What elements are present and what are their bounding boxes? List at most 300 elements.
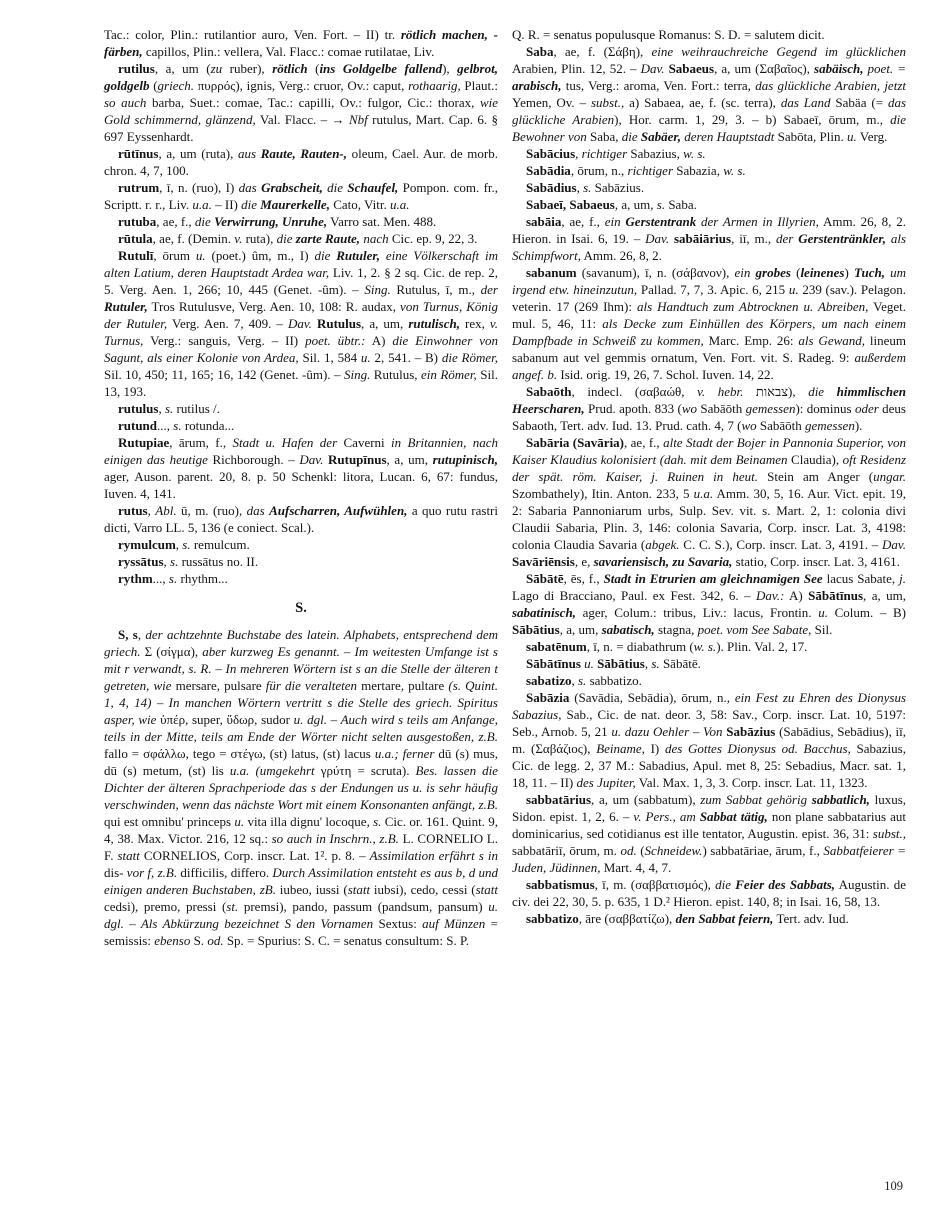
text-run: – II) <box>211 197 242 212</box>
text-run: C. C. S.), Corp. inscr. Lat. 3, 4191. – <box>679 537 883 552</box>
dictionary-entry <box>512 26 906 43</box>
text-run: Rutuler, <box>336 248 380 263</box>
text-run: Yemen, Ov. – <box>512 95 591 110</box>
text-run: rutund <box>118 418 158 433</box>
text-run: die <box>314 248 331 263</box>
text-run: für die veralteten <box>265 678 358 693</box>
text-run: , a, um, <box>614 197 657 212</box>
text-run: Verg. Aen. 7, 409. – <box>167 316 288 331</box>
text-run: Pallad. 7, 7, 3. Apic. 6, 215 <box>637 282 789 297</box>
text-run: Prud. apoth. 833 ( <box>584 401 682 416</box>
text-run: (Sabādius, Sebādius), iī, m. (Σαβάζιος), <box>512 724 906 756</box>
dictionary-entry <box>104 417 498 434</box>
text-run: Verg.: sanguis, Verg. – II) <box>143 333 306 348</box>
text-run: qui est omnibu' princeps <box>104 814 235 829</box>
text-run: Sabaeī, Sabaeus <box>526 197 615 212</box>
text-run: die <box>276 231 293 246</box>
dictionary-entry <box>104 247 498 400</box>
text-run: sabäisch, <box>814 61 864 76</box>
text-run: Bes. lassen die Dichter der älteren Sprachperiode das s der Endungen us u. is sehr häufig verschwinden, wenn das nächste Wort mit einem Konsonanten anfängt, z.B. <box>104 763 498 812</box>
text-run: Sp. = Spurius: S. C. = senatus consultum: S. P. <box>223 933 470 948</box>
text-run: u.a. <box>389 197 410 212</box>
text-run: a quo rutu rastri dicti, Varro LL. 5, 136 (e coniect. Scal.). <box>104 503 499 535</box>
text-run: das Land <box>780 95 831 110</box>
text-run: deus Sabaoth, Tert. adv. Iud. 13. Prud. cath. 4, 7 ( <box>512 401 906 433</box>
dictionary-entry <box>512 638 906 655</box>
text-run: gemessen <box>805 418 855 433</box>
text-run: ..., <box>157 418 174 433</box>
text-run: A) <box>784 588 809 603</box>
text-run: die <box>327 180 344 195</box>
text-run: als Handtuch zum Abtrocknen u. Abreiben, <box>636 299 869 314</box>
dictionary-entry <box>104 400 498 417</box>
text-run: sabbatārius <box>526 792 592 807</box>
text-run: Sabācius <box>526 146 576 161</box>
text-run: Claudia), <box>787 452 843 467</box>
text-run: u. <box>818 605 828 620</box>
text-run: Sabāzius <box>726 724 776 739</box>
text-run: Sabäa (= <box>830 95 888 110</box>
text-run: Savāriēnsis <box>512 554 575 569</box>
text-run: Sābātē <box>526 571 564 586</box>
section-heading: S. <box>295 600 307 616</box>
text-run: , <box>576 180 584 195</box>
text-run: in Britannien, nach einigen das heutige <box>104 435 499 467</box>
text-run: , <box>163 554 171 569</box>
dictionary-entry <box>104 570 498 587</box>
text-run: ruber), <box>222 61 273 76</box>
text-run: statt <box>347 882 371 897</box>
text-run: , <box>644 656 652 671</box>
text-run: barba, Suet.: comae, Tac.: capilli, Ov.: fulgor, Cic.: thorax, <box>146 95 480 110</box>
text-run: sabatinisch, <box>512 605 576 620</box>
text-run: Sabazius, <box>627 146 684 161</box>
text-run: sabbatlich, <box>811 792 870 807</box>
text-run: abgek. <box>645 537 680 552</box>
text-run: u. <box>195 248 206 263</box>
text-run: u. <box>584 656 594 671</box>
text-run: nach <box>363 231 389 246</box>
text-run: ) sabbatāriae, ārum, f., <box>702 843 824 858</box>
text-run: der Armen in Illyrien, <box>701 214 819 229</box>
text-run: (savanum), ī, n. (σάβανον), <box>576 265 735 280</box>
text-run: , ī, n. = diabathrum ( <box>586 639 694 654</box>
text-run: Rutulī <box>118 248 154 263</box>
text-run: , <box>158 401 165 416</box>
text-run: , ī, m. (σαββατισμός), <box>594 877 716 892</box>
text-run: Saba. <box>665 197 697 212</box>
text-run: Maurerkelle, <box>260 197 330 212</box>
text-run: Veget. mul. 5, 46, 11: <box>512 299 906 331</box>
text-run: rutulus <box>118 401 159 416</box>
text-run: Rutupīnus <box>328 452 387 467</box>
text-run: Sabāōth <box>756 418 805 433</box>
text-run: s. <box>164 401 174 416</box>
text-run: γρύτη = scruta). <box>314 763 416 778</box>
text-run: Sābātius <box>597 656 645 671</box>
text-run: , <box>175 537 183 552</box>
text-run: , ae, f., <box>624 435 664 450</box>
text-run: u. <box>847 129 857 144</box>
text-run: Sabāria (Savāria) <box>526 435 625 450</box>
text-run: ryssātus <box>118 554 164 569</box>
text-run: sabatizo <box>526 673 572 688</box>
text-run: himmlischen Heerscharen, <box>512 384 906 416</box>
text-run: Sing. <box>364 282 391 297</box>
text-run: gemessen <box>745 401 796 416</box>
text-run: I) <box>644 741 665 756</box>
text-run: = semissis: <box>104 916 498 948</box>
text-run: ein <box>604 214 621 229</box>
text-run: , indecl. (σαβαώθ, <box>571 384 698 399</box>
text-run: Augustin. de civ. dei 22, 30, 5. p. 635, 1 D.² Hieron. epist. 140, 8; in Isai. 16, 58, 13. <box>512 877 906 909</box>
text-run: dis- <box>104 865 127 880</box>
text-run: den Sabbat feiern, <box>675 911 774 926</box>
text-run: difficilis, differo. <box>177 865 273 880</box>
text-run: Sabaeus <box>668 61 715 76</box>
dictionary-entry <box>104 502 498 536</box>
text-run: oft Residenz der spät. röm. Kaiser, j. Ruinen in heut. <box>512 452 907 484</box>
text-run: Isid. orig. 19, 26, 7. Schol. Iuven. 14, 22. <box>557 367 774 382</box>
text-run: vita illa dignu' locoque, <box>244 814 374 829</box>
text-run: ( <box>790 265 801 280</box>
text-run: ager, Auson. parent. 20, 8. p. 50 Schenkl: litora, Lucan. 6, 67: fundus, Iuven. 4, 141. <box>104 469 498 501</box>
dictionary-entry <box>512 876 906 910</box>
text-run: Dav. <box>645 231 670 246</box>
text-run: alte Stadt der Bojer in Pannonia Superior, von Kaiser Klaudius kolonisiert (dah. mit dem Beinamen <box>512 435 907 467</box>
text-run: ū, m. (ruo), <box>176 503 247 518</box>
text-run: poet. = <box>867 61 906 76</box>
text-run: , ae, f., <box>561 214 605 229</box>
text-run: ὑπέρ, super, ὕδωρ, sudor <box>156 712 294 727</box>
text-run: 2, 541. – B) <box>370 350 442 365</box>
dictionary-entry <box>104 60 498 145</box>
text-run: richtiger <box>627 163 674 178</box>
text-run: a) Sabaea, ae, f. (sc. terra), <box>624 95 781 110</box>
text-run: , ae, f. (Σάβη), <box>553 44 652 59</box>
text-run: ein Römer, <box>420 367 477 382</box>
text-run: u. dgl. – Auch wird s teils am Anfange, teils in der Mitte, teils am Ende der Wörter nicht selten ausgestoßen, z.B. <box>104 712 499 744</box>
text-run: s. <box>173 418 182 433</box>
text-run: tus, Verg.: aroma, Ven. Fort.: terra, <box>561 78 756 93</box>
text-run: zum Sabbat gehörig <box>700 792 808 807</box>
text-run: , a, um, <box>386 452 433 467</box>
text-run: sabbatizo <box>526 911 579 926</box>
text-run: die <box>241 197 257 212</box>
dictionary-entry <box>512 655 906 672</box>
text-run: s. <box>578 673 587 688</box>
text-run: dū (s) mus, dū (s) metum, (st) lis <box>104 746 498 778</box>
dictionary-entry <box>104 626 498 949</box>
text-run: des Gottes Dionysus od. Bacchus, <box>664 741 851 756</box>
text-run: sabatēnum <box>526 639 587 654</box>
text-run: rötlich <box>272 61 308 76</box>
text-run: Val. Max. 1, 3, 3. Corp. inscr. Lat. 11, 1323. <box>635 775 868 790</box>
text-run: s. <box>656 197 666 212</box>
text-run: , <box>571 673 578 688</box>
text-run: cedsi), premo, pressi ( <box>104 899 227 914</box>
text-run: die <box>621 129 638 144</box>
text-run: 239 (sav.). Pelagon. veterin. 17 (269 Ihm): <box>512 282 907 314</box>
text-run: Sābātē. <box>659 656 701 671</box>
text-run: Verwirrung, Unruhe, <box>214 214 328 229</box>
text-run: Rutupiae <box>118 435 170 450</box>
text-run: Dav. <box>882 537 906 552</box>
text-run: premsi), pando, passum (pandsum, pansum) <box>238 899 489 914</box>
dictionary-entry <box>512 43 906 145</box>
text-run: Sābātius <box>512 622 560 637</box>
text-run: von Turnus, König der Rutuler, <box>104 299 499 331</box>
text-run: rutuba <box>118 214 157 229</box>
text-run: Sab., Cic. de nat. deor. 3, 58: Sav., Corp. inscr. Lat. 10, 5197: Seb., Arnob. 5, 21 <box>512 707 906 739</box>
text-run: Tros Rutulusve, Verg. Aen. 10, 108: R. audax, <box>147 299 401 314</box>
text-run: Sabādius <box>526 180 577 195</box>
text-run: Amm. 26, 8, 2. Hieron. in Isai. 6, 19. – <box>512 214 906 246</box>
text-run <box>824 384 837 399</box>
text-run: lineum sabanum aut vel gemmis ornatum, Ven. Fort. vit. S. Radeg. 9: <box>512 333 907 365</box>
text-run: s. <box>182 537 191 552</box>
text-run: , ōrum <box>153 248 196 263</box>
text-run: Amm. 30, 5, 16. Aur. Vict. epit. 19, 2: Sabaria Pannoniarum urbs, Sulp. Sev. vit. s. Mart. 2, 1: colonia divi Claudii Sabaria, Plin. 3, 146: colonia Savaria, Corp. inscr. Lat. 3, 4198: colonia Claudia Savaria ( <box>512 486 906 552</box>
text-run: remulcum. <box>190 537 250 552</box>
text-run: rötlich machen, -färben, <box>104 27 498 59</box>
text-run: Dav. <box>299 452 324 467</box>
dictionary-entry <box>512 213 906 264</box>
text-run: , ī, n. (ruo), I) <box>159 180 239 195</box>
text-run: die Bewohner von <box>512 112 907 144</box>
text-run: ( <box>307 61 320 76</box>
text-run: rex, <box>459 316 490 331</box>
dictionary-entry <box>512 162 906 179</box>
text-run: Sabbatfeierer = Juden, Jüdinnen, <box>512 843 906 875</box>
text-run: , a, um (Σαβαῖος), <box>714 61 815 76</box>
text-run: Dav. <box>640 61 665 76</box>
text-run: als Decke zum Einhüllen des Körpers, um nach einem Dampfbade in Schweiß zu kommen, <box>512 316 907 348</box>
text-run: deren Hauptstadt <box>684 129 775 144</box>
text-run: das glückliche Arabien, jetzt <box>755 78 906 93</box>
text-run: subst., <box>590 95 625 110</box>
dictionary-entry <box>512 689 906 791</box>
text-run: Stadt u. Hafen der <box>232 435 338 450</box>
text-run: (s. Quint. 1, 4, 14) – In manchen Wörtern vertritt s die Stelle des griech. Spiritus asper, wie <box>104 678 498 727</box>
text-run: Varro sat. Men. 488. <box>327 214 437 229</box>
text-run: ( <box>149 78 158 93</box>
text-run: sabāiārius <box>674 231 732 246</box>
text-run: od. <box>207 933 224 948</box>
text-run: Sabäer, <box>640 129 681 144</box>
text-run: Sabazia, <box>673 163 724 178</box>
text-run: luxus, Sidon. epist. 1, 2, 6. – <box>512 792 907 824</box>
text-run: (Savādia, Sebādia), ōrum, n., <box>569 690 735 705</box>
text-run: Gerstentrank <box>625 214 697 229</box>
text-run: Lago di Bracciano, Paul. ex Fest. 342, 6. – <box>512 588 757 603</box>
text-run: die <box>715 877 732 892</box>
text-run: Sabōta, Plin. <box>774 129 847 144</box>
text-run: , <box>137 627 146 642</box>
text-run: Arabien, Plin. 12, 52. – <box>512 61 641 76</box>
text-run: die <box>808 384 825 399</box>
text-run: Caverni <box>337 435 392 450</box>
text-run: Feier des Sabbats, <box>735 877 836 892</box>
text-run: Verg. <box>856 129 888 144</box>
text-run: Tac.: color, Plin.: rutilantior auro, Ven. Fort. – II) tr. <box>104 27 401 42</box>
text-run: Cato, Vitr. <box>329 197 390 212</box>
text-run: , a, um (ruta), <box>158 146 239 161</box>
text-run: s. <box>168 571 178 586</box>
text-run: die Römer, <box>441 350 499 365</box>
text-run: , ae, f., <box>156 214 195 229</box>
text-columns <box>104 26 905 949</box>
text-run: u.a. <box>192 197 212 212</box>
text-run: so auch <box>104 95 147 110</box>
text-run: Sabazius, Cic. de legg. 2, 37 M.: Sabadius, Apul. met 8, 25: Sebadius, Macr. sat. 1, 18, 11. – II) <box>512 741 906 790</box>
text-run: eine weihrauchreiche Gegend im glücklichen <box>651 44 906 59</box>
text-run: rotunda... <box>181 418 235 433</box>
text-run: Tert. adv. Iud. <box>773 911 849 926</box>
text-run: , a, um (sabbatum), <box>591 792 701 807</box>
text-run: Dav. <box>287 316 312 331</box>
text-run: ) <box>844 265 854 280</box>
text-run: Sābātīnus <box>808 588 864 603</box>
text-run: rutulisch, <box>408 316 460 331</box>
text-run: statt <box>117 848 140 863</box>
text-run: s. <box>170 554 179 569</box>
text-run: Rutuler, <box>104 299 148 314</box>
text-run: Aufscharren, Aufwühlen, <box>269 503 408 518</box>
text-run: Sing. <box>343 367 371 382</box>
text-run: j. <box>899 571 906 586</box>
text-run: ): dominus <box>795 401 855 416</box>
text-run: u. dazu Oehler – Von <box>611 724 723 739</box>
text-run: ( <box>636 843 645 858</box>
text-run: als Schimpfwort, <box>512 231 907 263</box>
text-run: Mart. 4, 4, 7. <box>600 860 672 875</box>
text-run: Rutulus <box>316 316 362 331</box>
text-run: das <box>238 180 257 195</box>
text-run: Sabaōth <box>526 384 572 399</box>
text-run: die Einwohner von Sagunt, als einer Kolonie von Ardea, <box>104 333 498 365</box>
text-run: der <box>776 231 794 246</box>
text-run: Sil. 10, 450; 11, 165; 16, 142 (Genet. -ûm). – <box>104 367 344 382</box>
text-run: wo <box>681 401 698 416</box>
text-run: , ārum, f., <box>169 435 233 450</box>
text-run: Sabāzius. <box>591 180 645 195</box>
text-run: L. CORNELIO L. F. <box>104 831 498 863</box>
text-run: rūtīnus <box>118 146 159 161</box>
text-run: , iī, m., <box>731 231 777 246</box>
text-run: od. <box>620 843 637 858</box>
text-run: Stadt in Etrurien am gleichnamigen See <box>603 571 823 586</box>
text-run: leinenes <box>800 265 845 280</box>
text-run: das <box>246 503 265 518</box>
text-run: ), <box>442 61 458 76</box>
text-run: des Jupiter, <box>576 775 636 790</box>
text-run: w. s. <box>693 639 717 654</box>
text-run: Durch Assimilation entsteht es aus b, d und einigen anderen Buchstaben, zB. <box>104 865 498 897</box>
text-run: , a, um, <box>559 622 602 637</box>
text-run: wie Gold schimmernd, glänzend, <box>104 95 498 127</box>
text-run: , <box>147 503 156 518</box>
text-run: rutilus <box>118 61 155 76</box>
text-run: Sil. 1, 584 <box>298 350 361 365</box>
text-run: Saba, <box>586 129 622 144</box>
text-run: Σ (σίγμα), <box>140 644 203 659</box>
dictionary-entry <box>512 570 906 638</box>
text-run: , a, um ( <box>154 61 211 76</box>
text-run: ), Hor. carm. 1, 29, 3. – b) Sabaeī, ōrum, m., <box>614 112 891 127</box>
text-run: Sabbat tätig, <box>699 809 768 824</box>
text-run: Sextus: <box>373 916 423 931</box>
text-run: rhythm... <box>177 571 228 586</box>
right-column <box>512 26 906 949</box>
text-run: Assimilation erfährt s in <box>369 848 498 863</box>
dictionary-entry <box>104 230 498 247</box>
text-run: poet. übtr.: <box>305 333 366 348</box>
text-run: Cic. ep. 9, 22, 3. <box>388 231 478 246</box>
text-run: eine Völkerschaft im alten Latium, deren Hauptstadt Ardea war, <box>104 248 499 280</box>
text-run: sabatisch, <box>601 622 655 637</box>
text-run: (poet.) ûm, m., I) <box>205 248 315 263</box>
text-run: statt <box>475 882 498 897</box>
text-run: Plaut.: <box>460 78 498 93</box>
text-run: Val. Flacc. – → <box>255 112 349 127</box>
text-run: rymulcum <box>118 537 176 552</box>
left-column <box>104 26 498 949</box>
text-run: rutulus, Mart. Cap. 6. § 697 Eyssenhardt. <box>104 112 498 144</box>
text-run: v. Pers., am <box>633 809 696 824</box>
text-run: Raute, Rauten-, <box>260 146 347 161</box>
text-run: v. hebr. <box>697 384 744 399</box>
text-run: Sil. <box>811 622 833 637</box>
text-run: Cic. or. 161. Quint. 9, 4, 38. Max. Victor. 216, 12 sq.: <box>104 814 498 846</box>
text-run: poet. vom See Sabate, <box>697 622 812 637</box>
dictionary-entry <box>512 383 906 434</box>
text-run: s. <box>373 814 382 829</box>
text-run: lacus Sabate, <box>822 571 900 586</box>
text-run: Colum. – B) <box>827 605 906 620</box>
dictionary-entry <box>512 145 906 162</box>
text-run: gelbrot, goldgelb <box>104 61 498 93</box>
text-run: צבאות), <box>743 384 809 399</box>
text-run: Sabāzia <box>526 690 570 705</box>
text-run: Sil. 13, 193. <box>104 367 498 399</box>
text-run: , āre (σαββατίζω), <box>578 911 676 926</box>
text-run: A) <box>365 333 393 348</box>
dictionary-entry <box>512 910 906 927</box>
text-run: Q. R. = senatus populusque Romanus: S. D. = salutem dicit. <box>512 27 825 42</box>
text-run: , ōrum, n., <box>570 163 628 178</box>
page-number: 109 <box>884 1179 903 1193</box>
text-run: zu <box>210 61 223 76</box>
text-run: russātus no. II. <box>178 554 259 569</box>
text-run: savariensisch, zu Savaria, <box>593 554 733 569</box>
dictionary-entry <box>512 791 906 876</box>
text-run: Marc. Emp. 26: <box>703 333 799 348</box>
text-run: rutilus /. <box>173 401 220 416</box>
text-run: so auch in Inschrn., z.B. <box>271 831 399 846</box>
text-run: w. s. <box>683 146 706 161</box>
text-run: rutupinisch, <box>432 452 498 467</box>
text-run: sabbatizo. <box>586 673 642 688</box>
text-run: S. <box>190 933 208 948</box>
text-run: sabbatāriī, ōrum, m. <box>512 843 621 858</box>
dictionary-entry <box>512 264 906 383</box>
text-run: ins Goldgelbe fallend <box>319 61 443 76</box>
text-run: w. s. <box>723 163 746 178</box>
text-run: v. <box>234 231 243 246</box>
text-run: auf Münzen <box>422 916 486 931</box>
text-run: iubeo, iussi ( <box>275 882 348 897</box>
